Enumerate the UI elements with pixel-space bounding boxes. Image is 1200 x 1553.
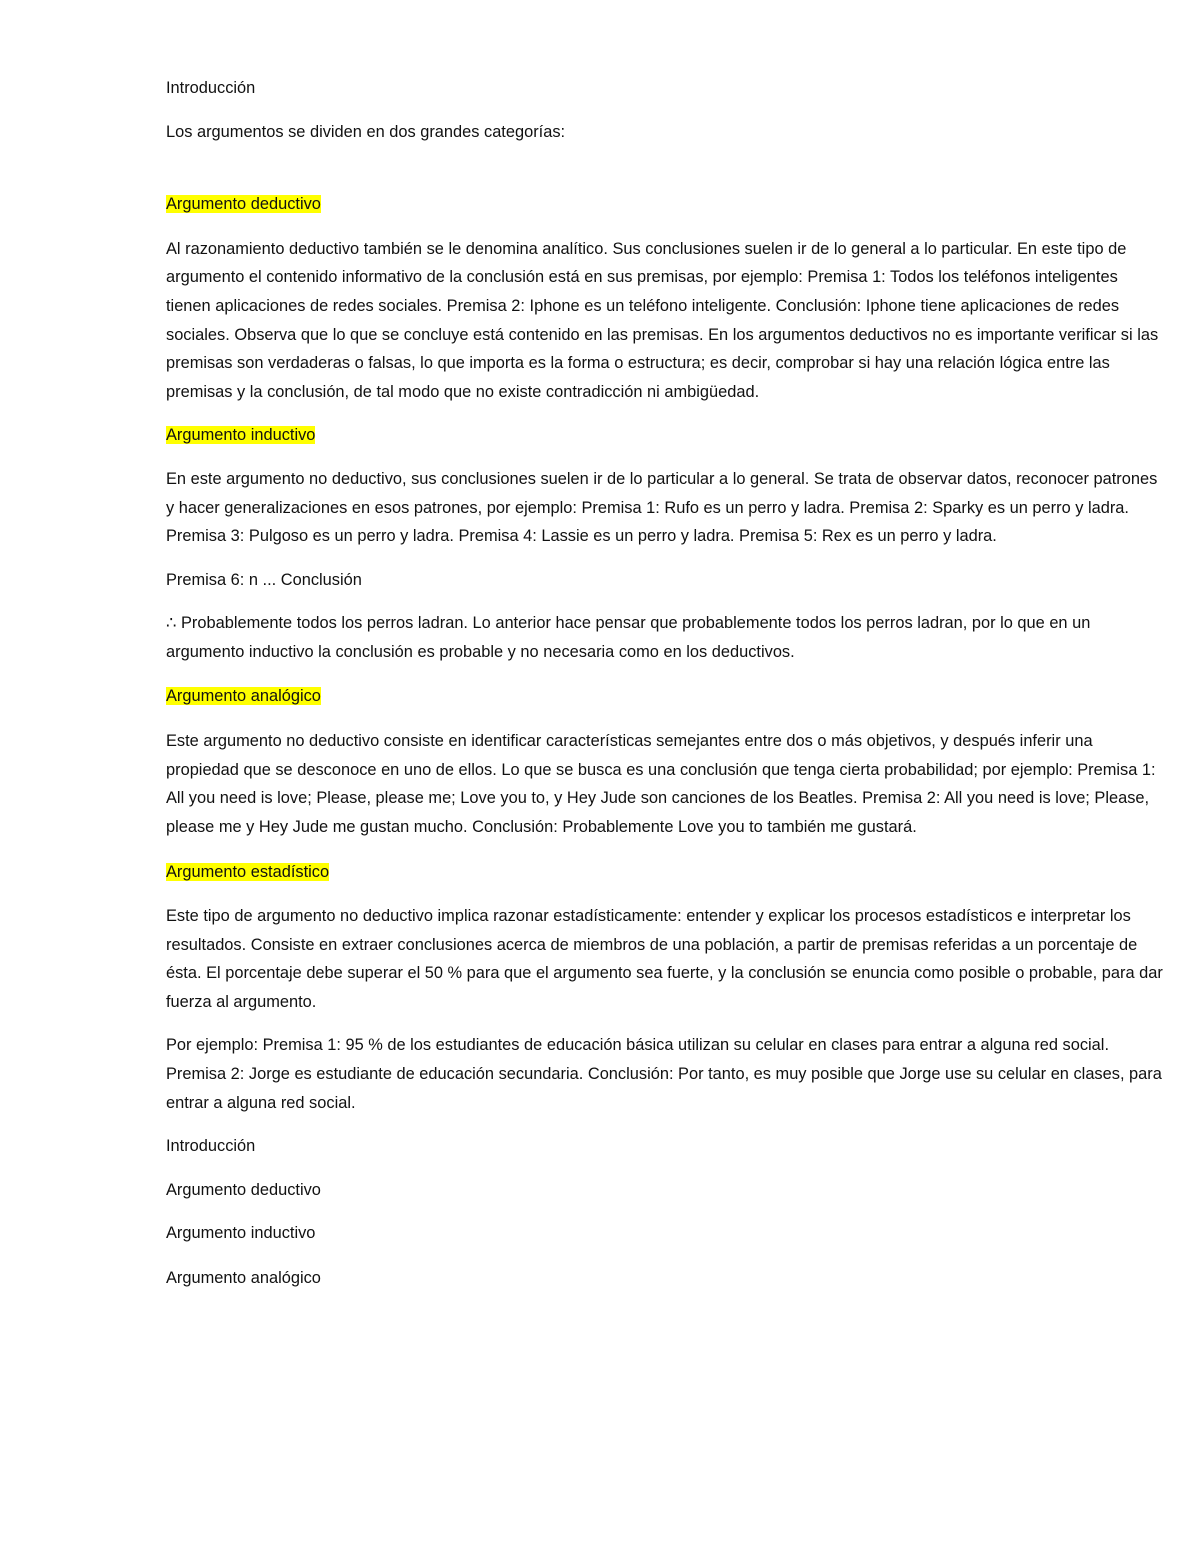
outline-item: Introducción [166, 1137, 256, 1156]
paragraph-inductivo-1: En este argumento no deductivo, sus conclusiones suelen ir de lo particular a lo general. Se trata de observar datos, reconocer patrones y hacer generalizaciones en esos patrones, por ejemplo: Premisa 1: Rufo es un perro y ladra. Premisa 2: Sparky es un perro y ladra. Premisa 3: Pulgoso es un perro y ladra. Premisa 4: Lassie es un perro y ladra. Premisa 5: Rex es un perro y ladra. [166, 469, 1158, 546]
paragraph-inductivo-2: Premisa 6: n ... Conclusión [166, 570, 362, 589]
heading-argumento-deductivo [166, 190, 1166, 219]
document-page [166, 74, 1166, 1293]
intro-text: Los argumentos se dividen en dos grandes categorías: [166, 122, 566, 141]
heading-argumento-analogico [166, 682, 1166, 711]
heading-highlight: Argumento estadístico [166, 863, 330, 882]
paragraph-estadistico-2: Por ejemplo: Premisa 1: 95 % de los estudiantes de educación básica utilizan su celular en clases para entrar a alguna red social. Premisa 2: Jorge es estudiante de educación secundaria. Conclusión: Por tanto, es muy posible que Jorge use su celular en clases, para entrar a alguna red social. [166, 1036, 1162, 1112]
intro-title: Introducción [166, 79, 256, 97]
paragraph-analogico: Este argumento no deductivo consiste en identificar características semejantes entre dos o más objetivos, y después inferir una propiedad que se desconoce en uno de ellos. Lo que se busca es una conclusión que tenga cierta probabilidad; por ejemplo: Premisa 1: All you need is love; Please, please me; Love you to, y Hey Jude son canciones de los Beatles. Premisa 2: All you need is love; Please, please me y Hey Jude me gustan mucho. Conclusión: Probablemente Love you to también me gustará. [166, 732, 1156, 836]
heading-highlight: Argumento deductivo [166, 195, 321, 214]
heading-argumento-estadistico [166, 858, 1166, 887]
outline-item: Argumento deductivo [166, 1180, 321, 1199]
paragraph-deductivo: Al razonamiento deductivo también se le denomina analítico. Sus conclusiones suelen ir de lo general a lo particular. En este tipo de argumento el contenido informativo de la conclusión está en sus premisas, por ejemplo: Premisa 1: Todos los teléfonos inteligentes tienen aplicaciones de redes sociales. Premisa 2: Iphone es un teléfono inteligente. Conclusión: Iphone tiene aplicaciones de redes sociales. Observa que lo que se concluye está contenido en las premisas. En los argumentos deductivos no es importante verificar si las premisas son verdaderas o falsas, lo que importa es la forma o estructura; es decir, comprobar si hay una relación lógica entre las premisas y la conclusión, de tal modo que no existe contradicción ni ambigüedad. [166, 239, 1159, 401]
heading-argumento-inductivo [166, 421, 1166, 450]
paragraph-inductivo-3: ∴ Probablemente todos los perros ladran. Lo anterior hace pensar que probablemente todos los perros ladran, por lo que en un argumento inductivo la conclusión es probable y no necesaria como en los deductivos. [166, 614, 1091, 661]
paragraph-estadistico-1: Este tipo de argumento no deductivo implica razonar estadísticamente: entender y explicar los procesos estadísticos e interpretar los resultados. Consiste en extraer conclusiones acerca de miembros de una población, a partir de premisas referidas a un porcentaje de ésta. El porcentaje debe superar el 50 % para que el argumento sea fuerte, y la conclusión se enuncia como posible o probable, para dar fuerza al argumento. [166, 907, 1163, 1011]
heading-highlight: Argumento analógico [166, 686, 321, 705]
heading-highlight: Argumento inductivo [166, 426, 316, 445]
outline-item: Argumento analógico [166, 1269, 321, 1287]
outline-item: Argumento inductivo [166, 1224, 316, 1243]
